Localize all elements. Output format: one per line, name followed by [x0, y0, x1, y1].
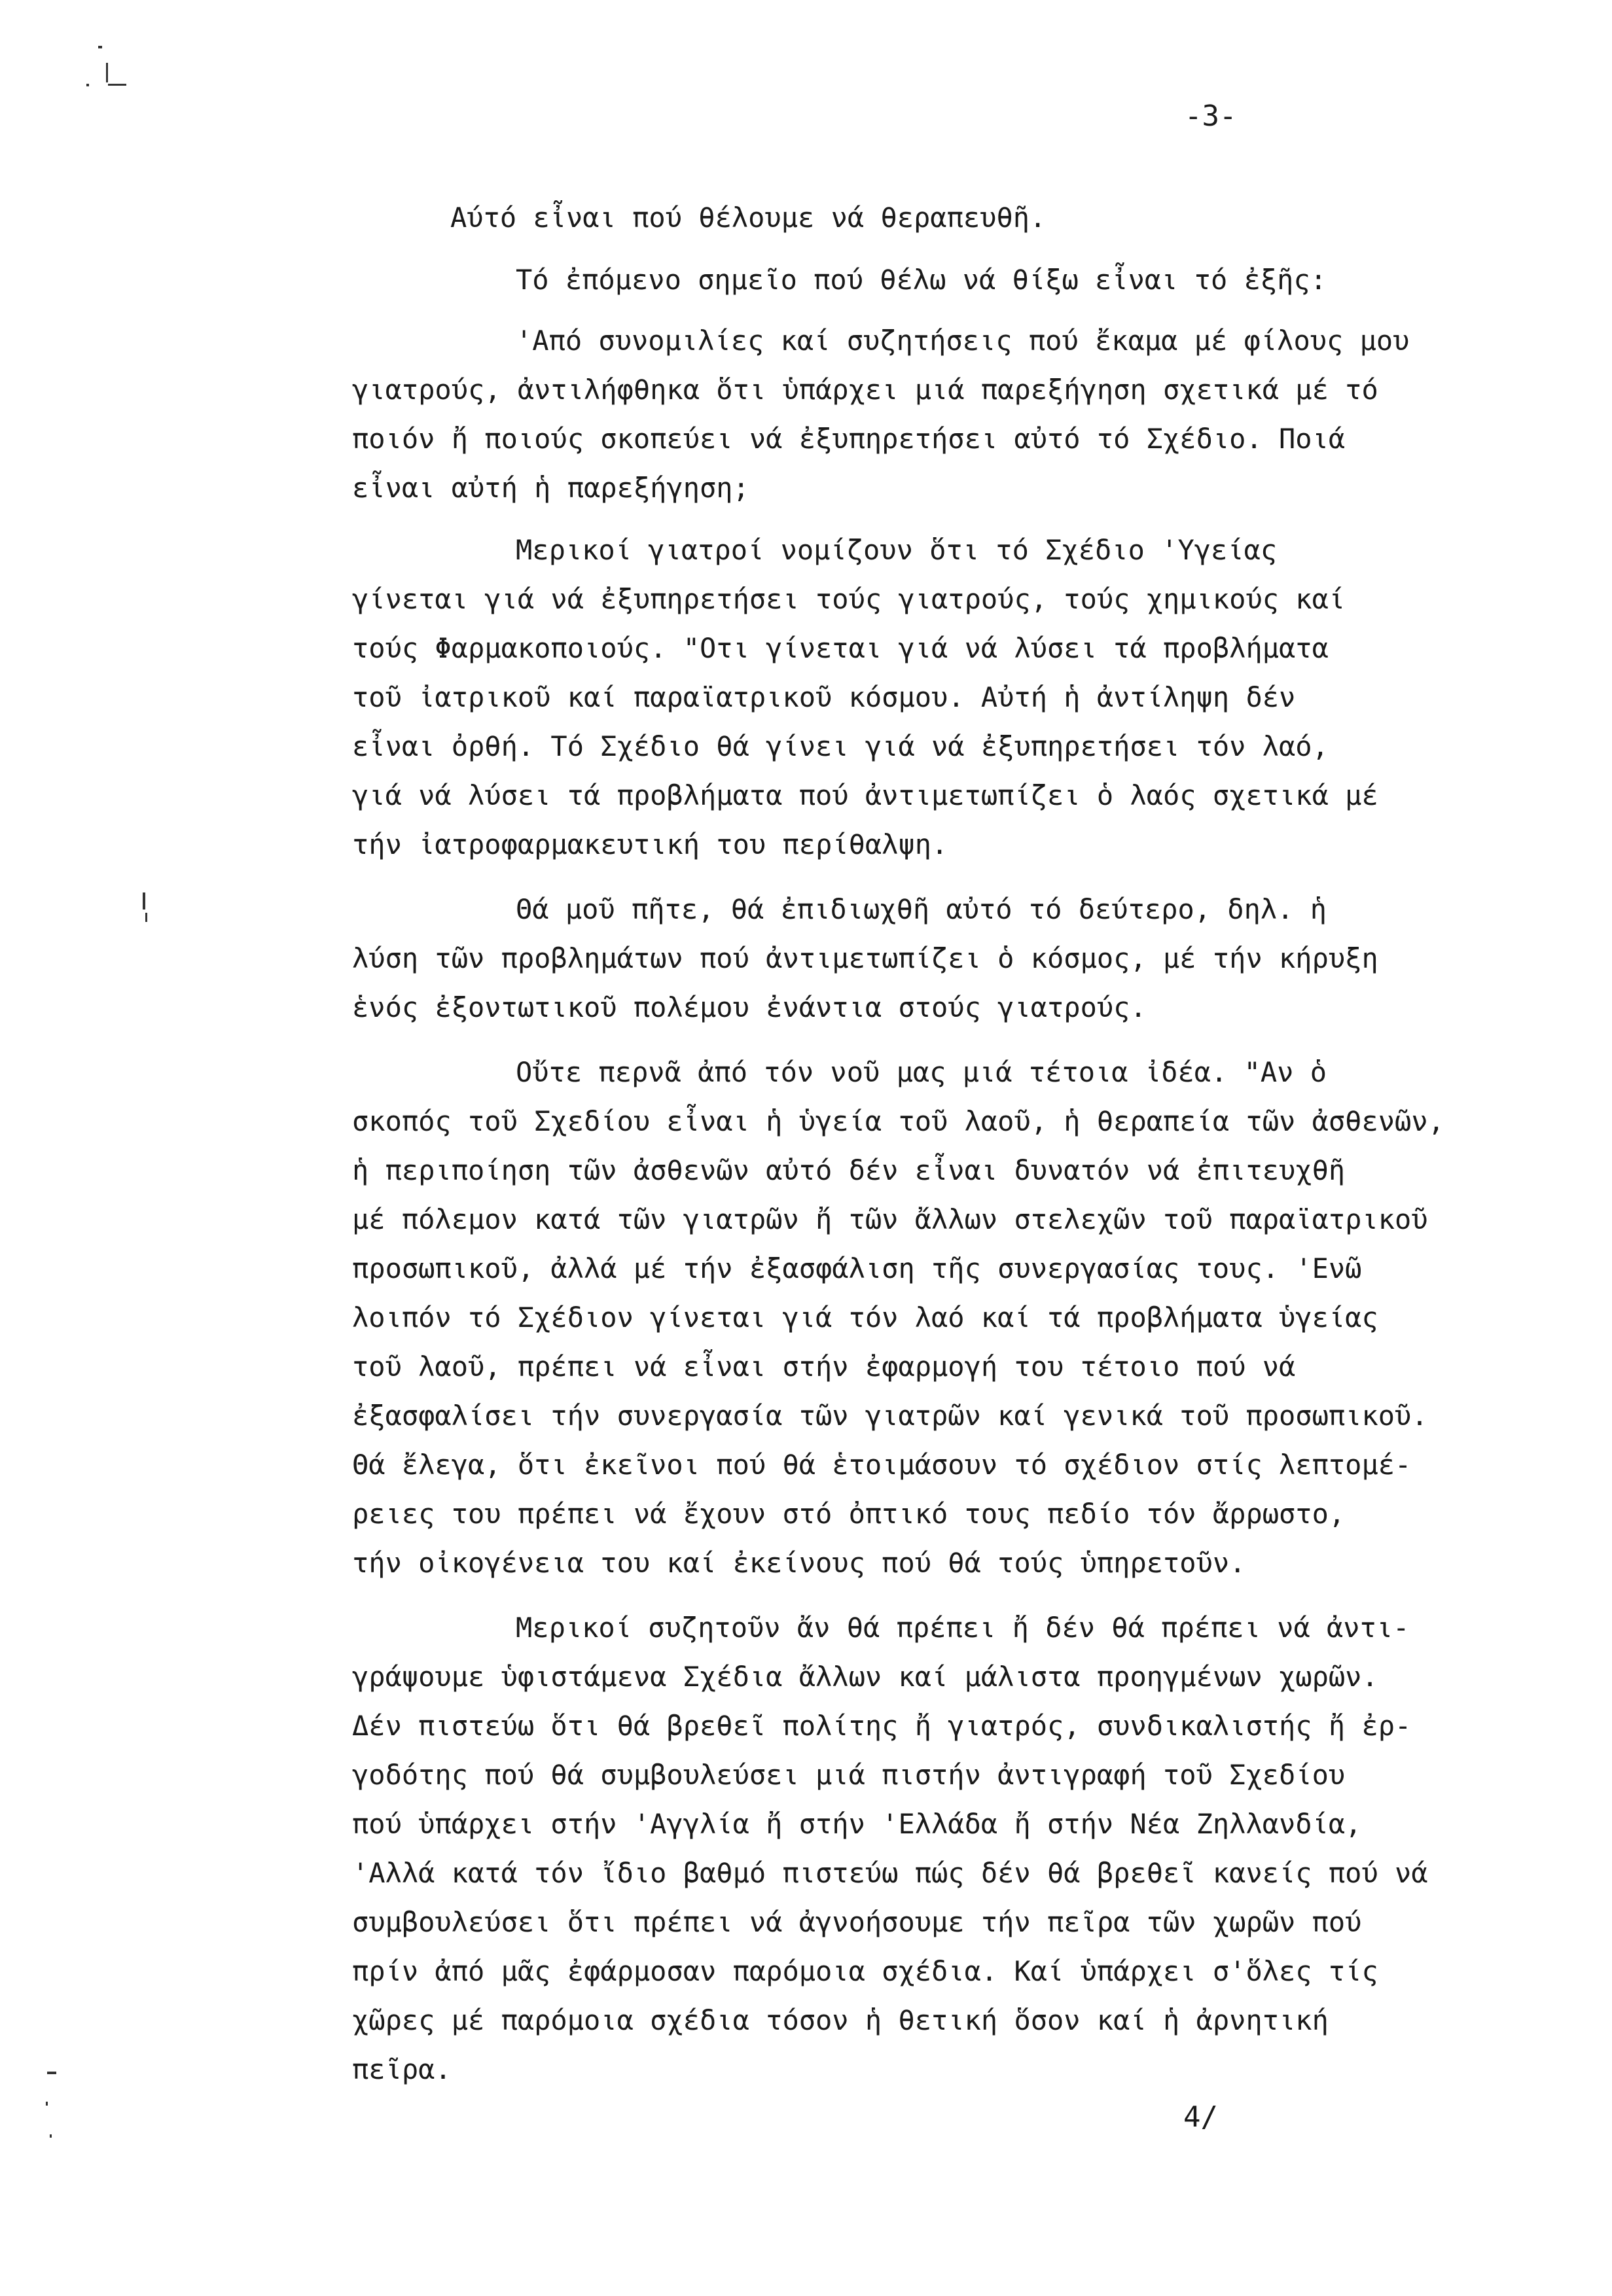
text-line: μέ πόλεμον κατά τῶν γιατρῶν ἤ τῶν ἄλλων στελεχῶν τοῦ παραϊατρικοῦ — [352, 1203, 1428, 1235]
text-line: Θά μοῦ πῆτε, θά ἐπιδιωχθῆ αὐτό τό δεύτερο, δηλ. ἡ — [516, 893, 1327, 925]
text-line: λύση τῶν προβλημάτων πού ἀντιμετωπίζει ὁ κόσμος, μέ τήν κήρυξη — [352, 942, 1378, 974]
text-line: ἐξασφαλίσει τήν συνεργασία τῶν γιατρῶν καί γενικά τοῦ προσωπικοῦ. — [352, 1400, 1428, 1432]
paragraph — [352, 525, 1478, 869]
text-line: γράψουμε ὑφιστάμενα Σχέδια ἄλλων καί μάλιστα προηγμένων χωρῶν. — [352, 1661, 1378, 1693]
paragraph — [352, 885, 1478, 1032]
text-line: ἑνός ἐξοντωτικοῦ πολέμου ἐνάντια στούς γιατρούς. — [352, 991, 1147, 1023]
paragraph — [352, 1048, 1478, 1587]
text-line: τήν ἰατροφαρμακευτική του περίθαλψη. — [352, 828, 948, 860]
text-line: λοιπόν τό Σχέδιον γίνεται γιά τόν λαό καί τά προβλήματα ὑγείας — [352, 1301, 1378, 1333]
page-number: -3- — [1185, 99, 1237, 133]
text-line: γίνεται γιά νά ἐξυπηρετήσει τούς γιατρούς, τούς χημικούς καί — [352, 583, 1346, 615]
text-line: τήν οἰκογένεια του καί ἐκείνους πού θά τούς ὑπηρετοῦν. — [352, 1547, 1246, 1579]
text-line: πρίν ἀπό μᾶς ἐφάρμοσαν παρόμοια σχέδια. Καί ὑπάρχει σ'ὅλες τίς — [352, 1955, 1378, 1987]
paragraph — [352, 255, 1478, 304]
text-line: συμβουλεύσει ὅτι πρέπει νά ἀγνοήσουμε τήν πεῖρα τῶν χωρῶν πού — [352, 1906, 1362, 1938]
paragraph — [352, 316, 1478, 512]
text-line: ποιόν ἤ ποιούς σκοπεύει νά ἐξυπηρετήσει αὐτό τό Σχέδιο. Ποιά — [352, 423, 1346, 455]
text-line: γοδότης πού θά συμβουλεύσει μιά πιστήν ἀντιγραφή τοῦ Σχεδίου — [352, 1759, 1346, 1791]
text-line: χῶρες μέ παρόμοια σχέδια τόσον ἡ θετική ὅσον καί ἡ ἀρνητική — [352, 2004, 1329, 2036]
text-line: Μερικοί συζητοῦν ἄν θά πρέπει ἤ δέν θά πρέπει νά ἀντι- — [516, 1612, 1410, 1644]
text-line: 'Από συνομιλίες καί συζητήσεις πού ἔκαμα μέ φίλους μου — [516, 325, 1410, 357]
text-line: τοῦ λαοῦ, πρέπει νά εἶναι στήν ἐφαρμογή του τέτοιο πού νά — [352, 1351, 1296, 1383]
text-line: Τό ἐπόμενο σημεῖο πού θέλω νά θίξω εἶναι τό ἐξῆς: — [516, 264, 1327, 296]
text-line: Θά ἔλεγα, ὅτι ἐκεῖνοι πού θά ἑτοιμάσουν τό σχέδιον στίς λεπτομέ- — [352, 1449, 1412, 1481]
text-line: προσωπικοῦ, ἀλλά μέ τήν ἐξασφάλιση τῆς συνεργασίας τους. 'Ενῶ — [352, 1252, 1362, 1284]
continuation-marker: 4/ — [1183, 2100, 1218, 2134]
text-line: Αύτό εἶναι πού θέλουμε νά θεραπευθῆ. — [450, 202, 1047, 234]
text-line: Δέν πιστεύω ὅτι θά βρεθεῖ πολίτης ἤ γιατρός, συνδικαλιστής ἤ ἐρ- — [352, 1710, 1412, 1742]
text-line: ἡ περιποίηση τῶν ἀσθενῶν αὐτό δέν εἶναι δυνατόν νά ἐπιτευχθῆ — [352, 1154, 1346, 1186]
text-line: Μερικοί γιατροί νομίζουν ὅτι τό Σχέδιο 'Υγείας — [516, 534, 1278, 566]
text-line: εἶναι ὀρθή. Τό Σχέδιο θά γίνει γιά νά ἐξυπηρετήσει τόν λαό, — [352, 730, 1329, 762]
text-line: τούς Φαρμακοποιούς. "Οτι γίνεται γιά νά λύσει τά προβλήματα — [352, 632, 1329, 664]
text-line: πού ὑπάρχει στήν 'Αγγλία ἤ στήν 'Ελλάδα ἤ στήν Νέα Ζηλλανδία, — [352, 1808, 1362, 1840]
text-line: σκοπός τοῦ Σχεδίου εἶναι ἡ ὑγεία τοῦ λαοῦ, ἡ θεραπεία τῶν ἀσθενῶν, — [352, 1105, 1444, 1137]
paragraph — [352, 1603, 1478, 2094]
document-body — [352, 193, 1478, 2094]
text-line: ρειες του πρέπει νά ἔχουν στό ὀπτικό τους πεδίο τόν ἄρρωστο, — [352, 1498, 1346, 1530]
text-line: Οὔτε περνᾶ ἀπό τόν νοῦ μας μιά τέτοια ἰδέα. "Αν ὁ — [516, 1056, 1327, 1088]
text-line: 'Αλλά κατά τόν ἴδιο βαθμό πιστεύω πώς δέν θά βρεθεῖ κανείς πού νά — [352, 1857, 1428, 1889]
text-line: γιατρούς, ἀντιλήφθηκα ὅτι ὑπάρχει μιά παρεξήγηση σχετικά μέ τό — [352, 374, 1378, 406]
text-line: εἶναι αὐτή ἡ παρεξήγηση; — [352, 472, 749, 504]
paragraph — [352, 193, 1478, 242]
text-line: πεῖρα. — [352, 2053, 452, 2085]
text-line: τοῦ ἰατρικοῦ καί παραϊατρικοῦ κόσμου. Αὐτή ἡ ἀντίληψη δέν — [352, 681, 1296, 713]
text-line: γιά νά λύσει τά προβλήματα πού ἀντιμετωπίζει ὁ λαός σχετικά μέ — [352, 779, 1378, 811]
